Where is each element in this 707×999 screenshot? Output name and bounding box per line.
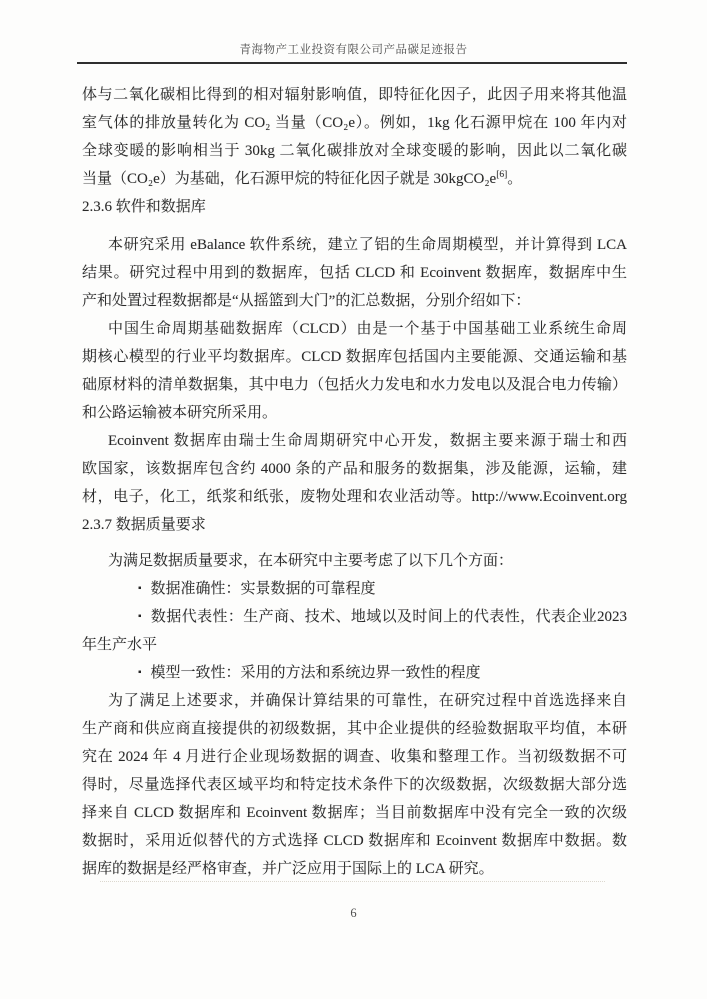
bullet-item: [82, 575, 627, 603]
body-line: 为了满足上述要求，并确保计算结果的可靠性，在研究过程中首选选择来自: [108, 693, 627, 709]
body-line: 体与二氧化碳相比得到的相对辐射影响值，即特征化因子，此因子用来将其他温: [82, 87, 627, 103]
body-line: 材，电子，化工，纸浆和纸张，废物处理和农业活动等。http://www.Ecoinvent.org: [82, 489, 627, 505]
bullet-square-icon: ▪: [138, 611, 142, 622]
scan-artifact-line: [100, 881, 605, 882]
body-line: 究在 2024 年 4 月进行企业现场数据的调查、收集和整理工作。当初级数据不可: [82, 749, 627, 765]
page-content: [82, 81, 627, 883]
body-line: 本研究采用 eBalance 软件系统，建立了铝的生命周期模型，并计算得到 LCA: [108, 237, 627, 253]
footnote-reference: [6]: [496, 170, 508, 180]
text-run: 当量（CO₂e）为基础，化石源甲烷的特征化因子就是 30kgCO₂e: [82, 171, 497, 187]
bullet-square-icon: ▪: [138, 667, 142, 678]
body-line: 全球变暖的影响相当于 30kg 二氧化碳排放对全球变暖的影响，因此以二氧化碳: [82, 143, 627, 159]
section-heading-2-3-7: 2.3.7 数据质量要求: [82, 517, 206, 533]
body-line: 中国生命周期基础数据库（CLCD）由是一个基于中国基础工业系统生命周: [108, 321, 627, 337]
body-line: 期核心模型的行业平均数据库。CLCD 数据库包括国内主要能源、交通运输和基: [82, 349, 627, 365]
body-line: [82, 165, 627, 193]
bullet-item: [82, 603, 627, 631]
body-line: 生产商和供应商直接提供的初级数据，其中企业提供的经验数据取平均值，本研: [82, 721, 627, 737]
body-line: 产和处置过程数据都是“从摇篮到大门”的汇总数据，分别介绍如下：: [82, 293, 531, 309]
bullet-continuation-line: 年生产水平: [82, 637, 158, 653]
body-line: 欧国家，该数据库包含约 4000 条的产品和服务的数据集，涉及能源，运输，建: [82, 461, 627, 477]
body-line: 择来自 CLCD 数据库和 Ecoinvent 数据库；当目前数据库中没有完全一致的次级: [82, 805, 627, 821]
body-line: 得时，尽量选择代表区域平均和特定技术条件下的次级数据，次级数据大部分选: [82, 777, 627, 793]
bullet-square-icon: ▪: [138, 583, 142, 594]
bullet-text: 模型一致性：采用的方法和系统边界一致性的程度: [150, 665, 481, 681]
body-line: 室气体的排放量转化为 CO₂ 当量（CO₂e）。例如，1kg 化石源甲烷在 100 年内对: [82, 115, 627, 131]
body-line: 和公路运输被本研究所采用。: [82, 405, 278, 421]
header-title: 青海物产工业投资有限公司产品碳足迹报告: [239, 44, 468, 56]
body-line: 据库的数据是经严格审查，并广泛应用于国际上的 LCA 研究。: [82, 861, 494, 877]
section-heading-2-3-6: 2.3.6 软件和数据库: [82, 199, 206, 215]
bullet-text: 数据准确性：实景数据的可靠程度: [150, 581, 376, 597]
bullet-text: 数据代表性：生产商、技术、地域以及时间上的代表性，代表企业2023: [150, 609, 627, 625]
body-line: 数据时，采用近似替代的方式选择 CLCD 数据库和 Ecoinvent 数据库中数据。数: [82, 833, 627, 849]
text-run: 。: [507, 171, 523, 187]
body-line: 为满足数据质量要求，在本研究中主要考虑了以下几个方面：: [108, 553, 514, 569]
page-number: 6: [350, 906, 357, 920]
bullet-item: [82, 659, 627, 687]
body-line: 础原材料的清单数据集，其中电力（包括火力发电和水力发电以及混合电力传输）: [82, 377, 627, 393]
header-rule: [77, 62, 627, 64]
body-line: 结果。研究过程中用到的数据库，包括 CLCD 和 Ecoinvent 数据库，数据库中生: [82, 265, 627, 281]
body-line: Ecoinvent 数据库由瑞士生命周期研究中心开发，数据主要来源于瑞士和西: [108, 433, 627, 449]
